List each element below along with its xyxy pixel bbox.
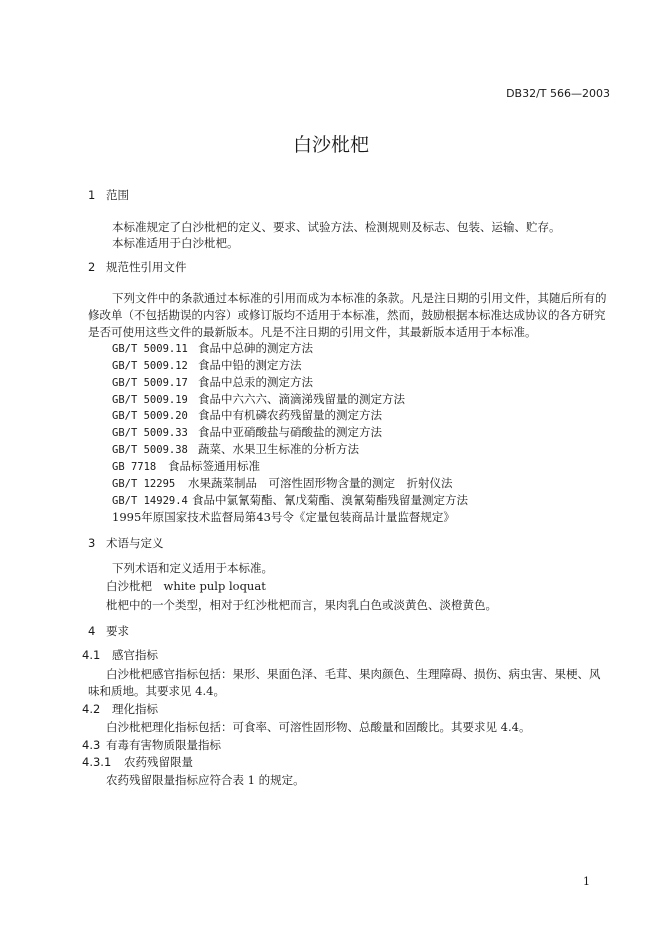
section-title: 感官指标 xyxy=(112,648,158,662)
subsection-4-1-heading xyxy=(82,650,158,662)
reference-code: GB/T 12295 xyxy=(112,478,176,490)
paragraph: 下列文件中的条款通过本标准的引用而成为本标准的条款。凡是注日期的引用文件，其随后所有的 xyxy=(112,291,607,305)
decree-reference: 1995年原国家技术监督局第43号令《定量包装商品计量监督规定》 xyxy=(112,510,455,524)
paragraph: 本标准规定了白沙枇杷的定义、要求、试验方法、检测规则及标志、包装、运输、贮存。 xyxy=(112,220,561,234)
reference-code: GB/T 5009.17 xyxy=(112,377,188,389)
section-title: 理化指标 xyxy=(112,702,158,716)
section-number: 4.3.1 xyxy=(82,755,112,769)
reference-code: GB/T 5009.38 xyxy=(112,444,188,456)
section-title: 术语与定义 xyxy=(106,536,164,550)
section-number: 4.1 xyxy=(82,648,101,662)
reference-title: 食品中氯氰菊酯、氰戊菊酯、溴氰菊酯残留量测定方法 xyxy=(192,493,468,507)
section-3-heading xyxy=(88,538,164,550)
section-number: 2 xyxy=(88,260,96,274)
page-number: 1 xyxy=(583,875,590,888)
reference-item xyxy=(112,478,453,490)
paragraph: 味和质地。其要求见 4.4。 xyxy=(88,684,225,698)
reference-item xyxy=(112,410,382,422)
reference-item xyxy=(112,495,468,507)
section-title: 有毒有害物质限量指标 xyxy=(106,738,221,752)
section-title: 范围 xyxy=(106,188,129,202)
section-number: 3 xyxy=(88,536,96,550)
section-number: 1 xyxy=(88,188,96,202)
reference-code: GB/T 14929.4 xyxy=(112,495,188,507)
reference-item xyxy=(112,394,405,406)
paragraph: 农药残留限量指标应符合表 1 的规定。 xyxy=(106,773,305,787)
section-title: 农药残留限量 xyxy=(124,755,193,769)
reference-item xyxy=(112,461,260,473)
reference-title: 食品标签通用标准 xyxy=(168,459,260,473)
reference-code: GB/T 5009.19 xyxy=(112,394,188,406)
reference-code: GB/T 5009.11 xyxy=(112,343,188,355)
reference-title: 食品中六六六、滴滴涕残留量的测定方法 xyxy=(198,392,405,406)
paragraph: 白沙枇杷理化指标包括：可食率、可溶性固形物、总酸量和固酸比。其要求见 4.4。 xyxy=(106,720,531,734)
reference-item xyxy=(112,377,313,389)
section-number: 4 xyxy=(88,624,96,638)
subsection-4-3-heading xyxy=(82,740,221,752)
paragraph: 本标准适用于白沙枇杷。 xyxy=(112,236,239,250)
reference-title: 蔬菜、水果卫生标准的分析方法 xyxy=(198,442,359,456)
reference-title: 食品中总汞的测定方法 xyxy=(198,375,313,389)
section-title: 要求 xyxy=(106,624,129,638)
section-title: 规范性引用文件 xyxy=(106,260,187,274)
term-entry: 白沙枇杷 white pulp loquat xyxy=(106,579,266,593)
reference-title: 食品中有机磷农药残留量的测定方法 xyxy=(198,408,382,422)
term-definition: 枇杷中的一个类型，相对于红沙枇杷而言，果肉乳白色或淡黄色、淡橙黄色。 xyxy=(106,598,497,612)
reference-title: 水果蔬菜制品 可溶性固形物含量的测定 折射仪法 xyxy=(188,476,453,490)
paragraph: 修改单（不包括勘误的内容）或修订版均不适用于本标准，然而，鼓励根据本标准达成协议的各方研究 xyxy=(88,308,606,322)
subsection-4-2-heading xyxy=(82,704,158,716)
paragraph: 下列术语和定义适用于本标准。 xyxy=(112,561,273,575)
paragraph: 是否可使用这些文件的最新版本。凡是不注日期的引用文件，其最新版本适用于本标准。 xyxy=(88,325,537,339)
section-number: 4.3 xyxy=(82,738,101,752)
reference-code: GB 7718 xyxy=(112,461,157,473)
paragraph: 白沙枇杷感官指标包括：果形、果面色泽、毛茸、果肉颜色、生理障碍、损伤、病虫害、果梗、风 xyxy=(106,667,601,681)
section-number: 4.2 xyxy=(82,702,101,716)
document-code: DB32/T 566—2003 xyxy=(506,87,610,100)
reference-title: 食品中亚硝酸盐与硝酸盐的测定方法 xyxy=(198,425,382,439)
page-title: 白沙枇杷 xyxy=(292,134,369,156)
reference-item xyxy=(112,360,302,372)
reference-code: GB/T 5009.33 xyxy=(112,427,188,439)
reference-item xyxy=(112,444,359,456)
reference-item xyxy=(112,427,382,439)
reference-title: 食品中铅的测定方法 xyxy=(198,358,302,372)
subsection-4-3-1-heading xyxy=(82,757,193,769)
reference-item xyxy=(112,343,313,355)
section-1-heading xyxy=(88,190,129,202)
section-2-heading xyxy=(88,262,187,274)
reference-code: GB/T 5009.20 xyxy=(112,410,188,422)
section-4-heading xyxy=(88,626,129,638)
reference-title: 食品中总砷的测定方法 xyxy=(198,341,313,355)
reference-code: GB/T 5009.12 xyxy=(112,360,188,372)
